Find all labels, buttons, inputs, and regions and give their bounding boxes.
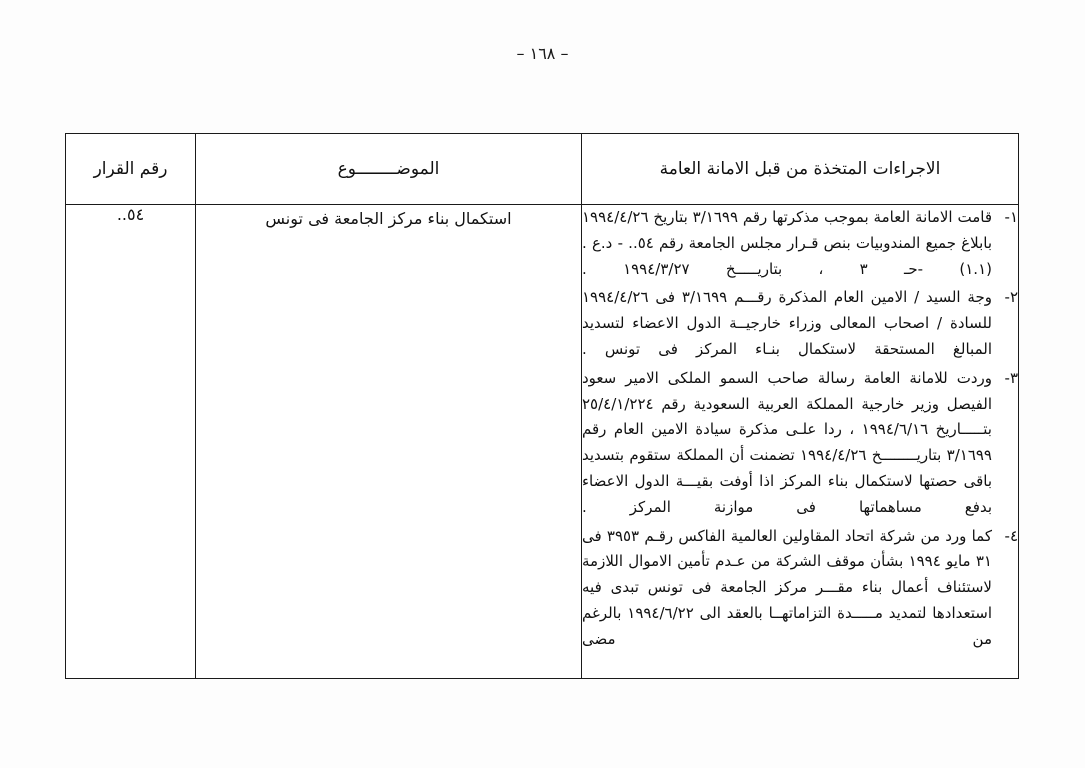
actions-list (582, 205, 1018, 653)
decisions-table-container (66, 133, 1019, 679)
subject-text: استكمال بناء مركز الجامعة فى تونس (265, 209, 512, 228)
list-item (582, 524, 1018, 653)
list-item-marker: ١- (1004, 208, 1018, 226)
list-item-marker: ٢- (1004, 288, 1018, 307)
list-item (582, 285, 1018, 362)
column-header-subject-label: الموضــــــــوع (337, 159, 440, 179)
decisions-table (65, 133, 1019, 679)
table-header-row (66, 134, 1019, 205)
decision-number-cell: ٥٤.. (66, 205, 196, 679)
list-item-text: وردت للامانة العامة رسالة صاحب السمو الملكى الامير سعود الفيصل وزير خارجية المملكة العربية السعودية رقم ٢٥/٤/١/٢٢٤ بتـــــاريخ ١٩٩٤/٦/١٦ ، ردا علـى مذكرة سيادة الامين العام رقم ٣/١٦٩٩ بتاريــــــــخ ١٩٩٤/٤/٢٦ تضمنت أن المملكة ستقوم بتسديد باقى حصتها لاستكمال بناء المركز اذا أوفت بقيـــة الدول الاعضاء بدفع مساهماتها فى موازنة المركز . (582, 368, 992, 516)
table-row (66, 205, 1019, 679)
list-item (582, 366, 1018, 521)
column-header-subject (196, 134, 582, 205)
subject-cell (196, 205, 582, 679)
column-header-actions (582, 134, 1019, 205)
column-header-actions-label: الاجراءات المتخذة من قبل الامانة العامة (659, 159, 941, 179)
column-header-number-label: رقم القرار (93, 159, 168, 179)
page-number: – ١٦٨ – (516, 44, 569, 63)
list-item (582, 205, 1018, 282)
list-item-marker: ٣- (1004, 368, 1018, 387)
column-header-number (66, 134, 196, 205)
actions-cell (582, 205, 1019, 679)
list-item-text: كما ورد من شركة اتحاد المقاولين العالمية الفاكس رقـم ٣٩٥٣ فى ٣١ مايو ١٩٩٤ بشأن موقف الشركة من عـدم تأمين الاموال اللازمة لاستئناف أعمال بناء مقـــر مركز الجامعة فى تونس تبدى فيه استعدادها لتمديد مـــــدة التزاماتهــا بالعقد الى ١٩٩٤/٦/٢٢ بالرغم من مضى (582, 526, 992, 648)
list-item-marker: ٤- (1004, 526, 1018, 545)
list-item-text: قامت الامانة العامة بموجب مذكرتها رقم ٣/١٦٩٩ بتاريخ ١٩٩٤/٤/٢٦ بابلاغ جميع المندوبيات بنص قـرار مجلس الجامعة رقم ٥٤.. - د.ع . (١.١) -حـ ٣ ، بتاريـــــخ ١٩٩٤/٣/٢٧ . (582, 208, 993, 278)
list-item-text: وجة السيد / الامين العام المذكرة رقـــم ٣/١٦٩٩ فى ١٩٩٤/٤/٢٦ للسادة / اصحاب المعالى وزراء خارجيــة الدول الاعضاء لتسديد المبالغ المستحقة لاستكمال بنـاء المركز فى تونس . (582, 288, 992, 358)
